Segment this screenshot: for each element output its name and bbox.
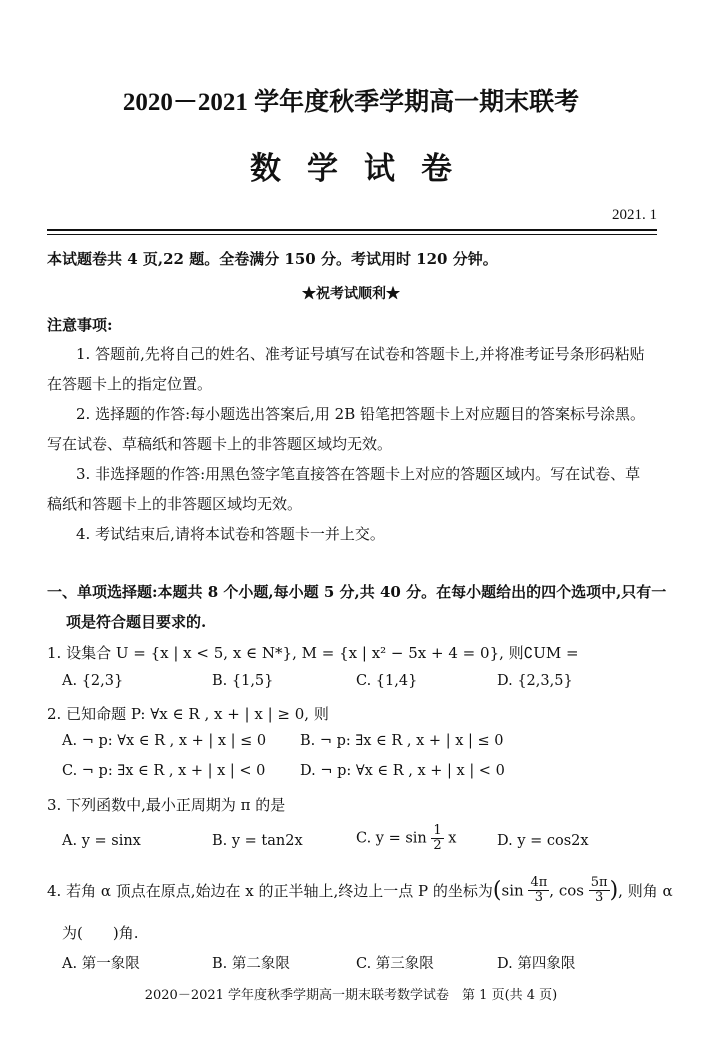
exam-info: 本试题卷共 4 页,22 题。全卷满分 150 分。考试用时 120 分钟。: [47, 250, 498, 268]
question-4-option-d: D. 第四象限: [497, 956, 576, 972]
question-2-option-a: A. ¬ p: ∀x ∈ R , x + | x | ≤ 0: [62, 733, 267, 749]
notice-item-3-line1: 3. 非选择题的作答:用黑色签字笔直接答在答题卡上对应的答题区域内。写在试卷、草: [76, 465, 641, 483]
question-2-stem: 2. 已知命题 P: ∀x ∈ R , x + | x | ≥ 0, 则: [47, 705, 329, 723]
header-rule-thin: [47, 234, 657, 235]
question-4-stem-post: , 则角 α: [618, 882, 673, 900]
fraction-one-half: [431, 824, 443, 853]
question-1-option-b: B. {1,5}: [212, 673, 274, 689]
page-footer: 2020－2021 学年度秋季学期高一期末联考数学试卷 第 1 页(共 4 页): [144, 988, 558, 1003]
paren-open: (: [492, 878, 502, 903]
notice-item-1-line1: 1. 答题前,先将自己的姓名、准考证号填写在试卷和答题卡上,并将准考证号条形码粘贴: [76, 345, 645, 363]
section-1-heading-line2: 项是符合题目要求的.: [66, 613, 207, 631]
question-4-option-b: B. 第二象限: [212, 956, 290, 972]
header-rule-thick: [47, 229, 657, 231]
fraction-5pi-3: [589, 876, 610, 905]
question-3-option-c: [356, 824, 456, 853]
question-4-option-a: A. 第一象限: [62, 956, 140, 972]
question-1-option-a: A. {2,3}: [62, 673, 124, 689]
question-3-option-c-var: x: [448, 830, 457, 847]
question-4-option-c: C. 第三象限: [356, 956, 434, 972]
question-3-option-c-text: C. y = sin: [356, 830, 427, 847]
exam-title: 2020－2021 学年度秋季学期高一期末联考: [122, 89, 580, 116]
fraction-denominator: 2: [433, 838, 442, 853]
question-3-option-b: B. y = tan2x: [212, 833, 303, 849]
fraction-denominator: 3: [534, 890, 543, 905]
fraction-numerator: 5π: [590, 875, 608, 890]
exam-date: 2021. 1: [612, 207, 657, 223]
question-4-stem-pre: 4. 若角 α 顶点在原点,始边在 x 的正半轴上,终边上一点 P 的坐标为: [47, 882, 493, 900]
fraction-denominator: 3: [595, 890, 604, 905]
question-1-option-d: D. {2,3,5}: [497, 673, 573, 689]
question-2-option-b: B. ¬ p: ∃x ∈ R , x + | x | ≤ 0: [300, 733, 504, 749]
notice-item-1-line2: 在答题卡上的指定位置。: [47, 375, 213, 393]
question-3-option-d: D. y = cos2x: [497, 833, 589, 849]
good-luck-banner: ★祝考试顺利★: [302, 286, 400, 302]
question-4-stem-line2: 为( )角.: [62, 924, 139, 942]
question-4-cos: , cos: [549, 881, 584, 900]
question-4-stem: [47, 876, 673, 905]
notice-item-2-line2: 写在试卷、草稿纸和答题卡上的非答题区域均无效。: [47, 435, 393, 453]
question-4-sin: sin: [501, 881, 524, 900]
paren-close: ): [609, 878, 619, 903]
fraction-4pi-3: [528, 876, 549, 905]
notice-heading: 注意事项:: [47, 316, 113, 334]
notice-item-4-line1: 4. 考试结束后,请将本试卷和答题卡一并上交。: [76, 525, 385, 543]
fraction-numerator: 1: [433, 823, 442, 838]
notice-item-3-line2: 稿纸和答题卡上的非答题区域均无效。: [47, 495, 303, 513]
question-2-option-d: D. ¬ p: ∀x ∈ R , x + | x | < 0: [300, 763, 505, 779]
question-3-option-a: A. y = sinx: [62, 833, 141, 849]
question-1-option-c: C. {1,4}: [356, 673, 418, 689]
exam-subtitle: 数学试卷: [250, 151, 478, 186]
notice-item-2-line1: 2. 选择题的作答:每小题选出答案后,用 2B 铅笔把答题卡上对应题目的答案标号涂黑。: [76, 405, 646, 423]
question-3-stem: 3. 下列函数中,最小正周期为 π 的是: [47, 796, 286, 814]
fraction-numerator: 4π: [530, 875, 548, 890]
question-1-stem: 1. 设集合 U = {x | x < 5, x ∈ N*}, M = {x | x² − 5x + 4 = 0}, 则∁UM =: [47, 644, 579, 662]
section-1-heading: 一、单项选择题:本题共 8 个小题,每小题 5 分,共 40 分。在每小题给出的四个选项中,只有一: [47, 583, 667, 601]
question-2-option-c: C. ¬ p: ∃x ∈ R , x + | x | < 0: [62, 763, 266, 779]
